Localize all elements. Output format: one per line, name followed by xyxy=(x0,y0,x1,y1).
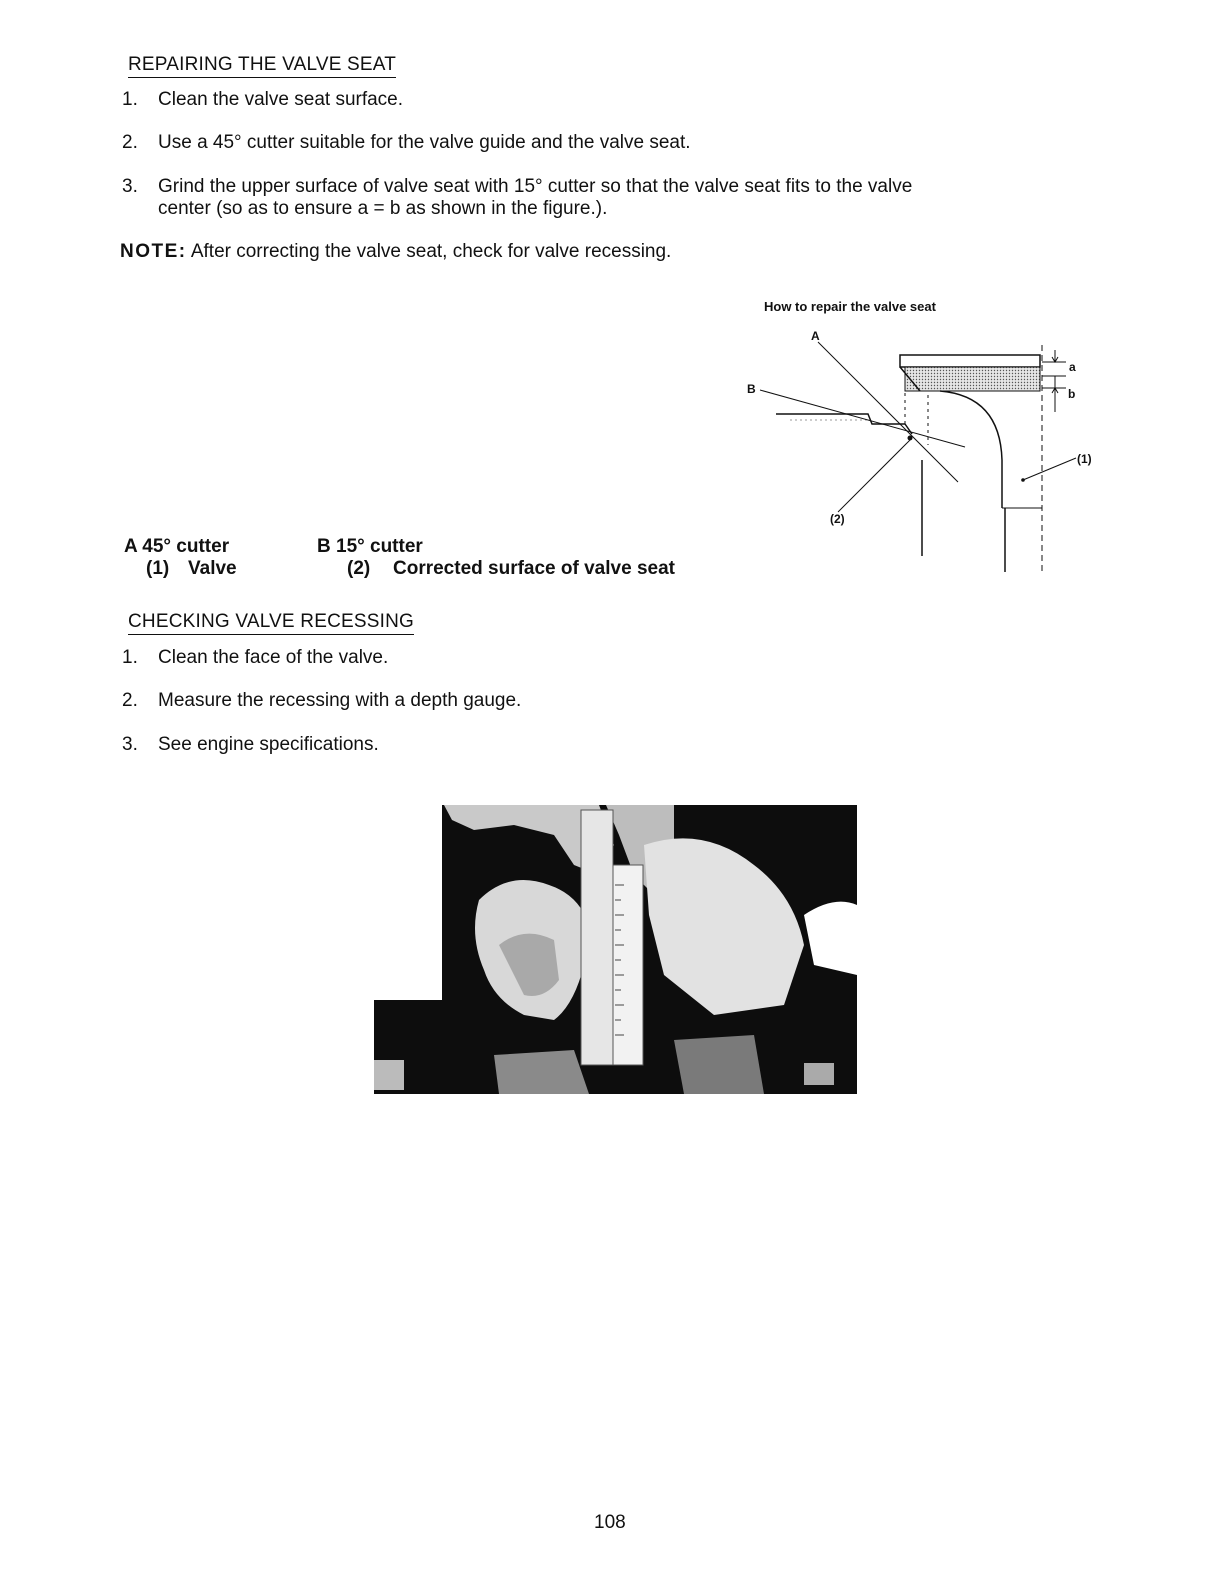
figure-label-valve: (1) xyxy=(1077,452,1092,466)
legend-b: B 15° cutter xyxy=(317,536,423,557)
depth-gauge-photo xyxy=(374,805,857,1094)
cutter-line-b xyxy=(760,390,965,447)
head-seat-profile xyxy=(776,414,912,434)
step-text: See engine specifications. xyxy=(158,734,379,755)
leader-2 xyxy=(838,440,910,512)
valve-head-plate xyxy=(900,355,1040,367)
step-text: Clean the valve seat surface. xyxy=(158,89,404,110)
step-number: 2. xyxy=(122,690,138,711)
legend-1: Valve xyxy=(188,558,237,579)
valve-seat-diagram xyxy=(730,320,1110,580)
legend-1-num: (1) xyxy=(146,558,170,579)
step-text: Use a 45° cutter suitable for the valve guide and the valve seat. xyxy=(158,132,691,153)
depth-gauge-photo-art xyxy=(374,805,857,1094)
valve-fillet xyxy=(940,391,1002,508)
step-text: Clean the face of the valve. xyxy=(158,647,389,668)
note-text: After correcting the valve seat, check for valve recessing. xyxy=(186,241,672,262)
step-number: 1. xyxy=(122,89,138,110)
step-number: 1. xyxy=(122,647,138,668)
figure-label-a-cutter: A xyxy=(811,329,820,343)
note xyxy=(120,241,671,263)
valve-seat-insert xyxy=(905,367,1040,391)
step-number: 3. xyxy=(122,734,138,755)
figure-label-dim-a: a xyxy=(1069,360,1076,374)
page-number: 108 xyxy=(594,1512,626,1533)
figure-label-b-cutter: B xyxy=(747,382,756,396)
step-text: Grind the upper surface of valve seat with 15° cutter so that the valve seat fits to the valve xyxy=(158,176,913,197)
step-text: Measure the recessing with a depth gauge. xyxy=(158,690,522,711)
legend-2-num: (2) xyxy=(347,558,371,579)
leader-1 xyxy=(1023,458,1076,480)
step-number: 2. xyxy=(122,132,138,153)
figure-title: How to repair the valve seat xyxy=(764,299,936,314)
legend-2: Corrected surface of valve seat xyxy=(393,558,675,579)
figure-label-dim-b: b xyxy=(1068,387,1076,401)
section-heading-checking-valve-recessing: CHECKING VALVE RECESSING xyxy=(128,611,414,635)
legend-a: A 45° cutter xyxy=(124,536,230,557)
step-3-continued: center (so as to ensure a = b as shown in the figure.). xyxy=(158,198,608,219)
section-heading-repairing-valve-seat: REPAIRING THE VALVE SEAT xyxy=(128,54,396,78)
figure-label-corrected-surface: (2) xyxy=(830,512,845,526)
step-number: 3. xyxy=(122,176,138,197)
note-label: NOTE: xyxy=(120,241,187,262)
